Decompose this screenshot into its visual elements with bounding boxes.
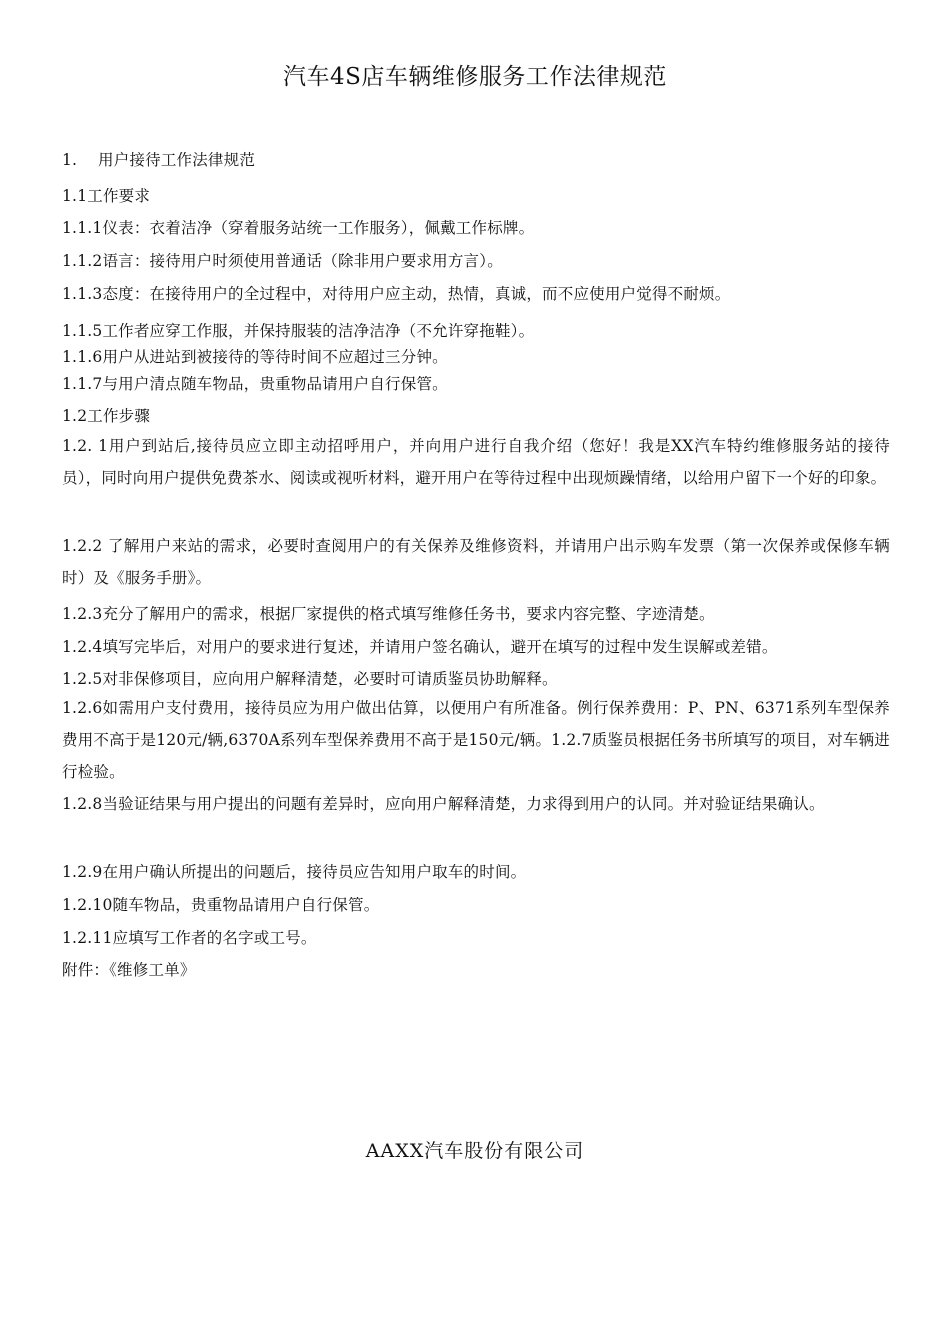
clause-1-1-3: 1.1.3态度：在接待用户的全过程中，对待用户应主动，热情，真诚，而不应使用户觉得不耐烦。 — [62, 285, 731, 303]
clause-1-2-10: 1.2.10随车物品，贵重物品请用户自行保管。 — [62, 896, 380, 914]
clause-1-2-4: 1.2.4填写完毕后，对用户的要求进行复述，并请用户签名确认，避开在填写的过程中发生误解或差错。 — [62, 638, 778, 656]
attachment-note: 附件：《维修工单》 — [62, 961, 196, 979]
clause-1-1-6: 1.1.6用户从进站到被接待的等待时间不应超过三分钟。 — [62, 348, 448, 366]
clause-1-2-5: 1.2.5对非保修项目，应向用户解释清楚，必要时可请质鉴员协助解释。 — [62, 670, 558, 688]
clause-1-1-5: 1.1.5工作者应穿工作服，并保持服装的洁净洁净（不允许穿拖鞋）。 — [62, 322, 535, 340]
clause-1-2-6: 1.2.6如需用户支付费用，接待员应为用户做出估算，以便用户有所准备。例行保养费用：P、PN、6371系列车型保养费用不高于是120元/辆,6370A系列车型保养费用不高于是150元/辆。1.2.7质鉴员根据任务书所填写的项目，对车辆进行检验。 — [62, 699, 890, 781]
clause-1-2-9: 1.2.9在用户确认所提出的问题后，接待员应告知用户取车的时间。 — [62, 863, 527, 881]
document-title: 汽车4S店车辆维修服务工作法律规范 — [283, 64, 667, 90]
clause-1-2-8: 1.2.8当验证结果与用户提出的问题有差异时，应向用户解释清楚，力求得到用户的认同。并对验证结果确认。 — [62, 795, 825, 813]
clause-1-2-3: 1.2.3充分了解用户的需求，根据厂家提供的格式填写维修任务书，要求内容完整、字迹清楚。 — [62, 605, 715, 623]
clause-1-1-7: 1.1.7与用户清点随车物品，贵重物品请用户自行保管。 — [62, 375, 448, 393]
company-name: AAXX汽车股份有限公司 — [365, 1140, 585, 1162]
clause-1-2-2: 1.2.2 了解用户来站的需求，必要时查阅用户的有关保养及维修资料，并请用户出示购车发票（第一次保养或保修车辆时）及《服务手册》。 — [62, 537, 890, 587]
clause-1-2-11: 1.2.11应填写工作者的名字或工号。 — [62, 929, 317, 947]
clause-1-2-1: 1.2. 1用户到站后,接待员应立即主动招呼用户，并向用户进行自我介绍（您好！我是XX汽车特约维修服务站的接待员），同时向用户提供免费茶水、阅读或视听材料，避开用户在等待过程中出现烦躁情绪，以给用户留下一个好的印象。 — [62, 437, 890, 487]
subsection-heading-1-1: 1.1工作要求 — [62, 187, 151, 205]
section-heading-1: 1. 用户接待工作法律规范 — [62, 151, 256, 169]
clause-1-1-2: 1.1.2语言：接待用户时须使用普通话（除非用户要求用方言）。 — [62, 252, 503, 270]
subsection-heading-1-2: 1.2工作步骤 — [62, 407, 151, 425]
clause-1-1-1: 1.1.1仪表：衣着洁净（穿着服务站统一工作服务），佩戴工作标牌。 — [62, 219, 535, 237]
